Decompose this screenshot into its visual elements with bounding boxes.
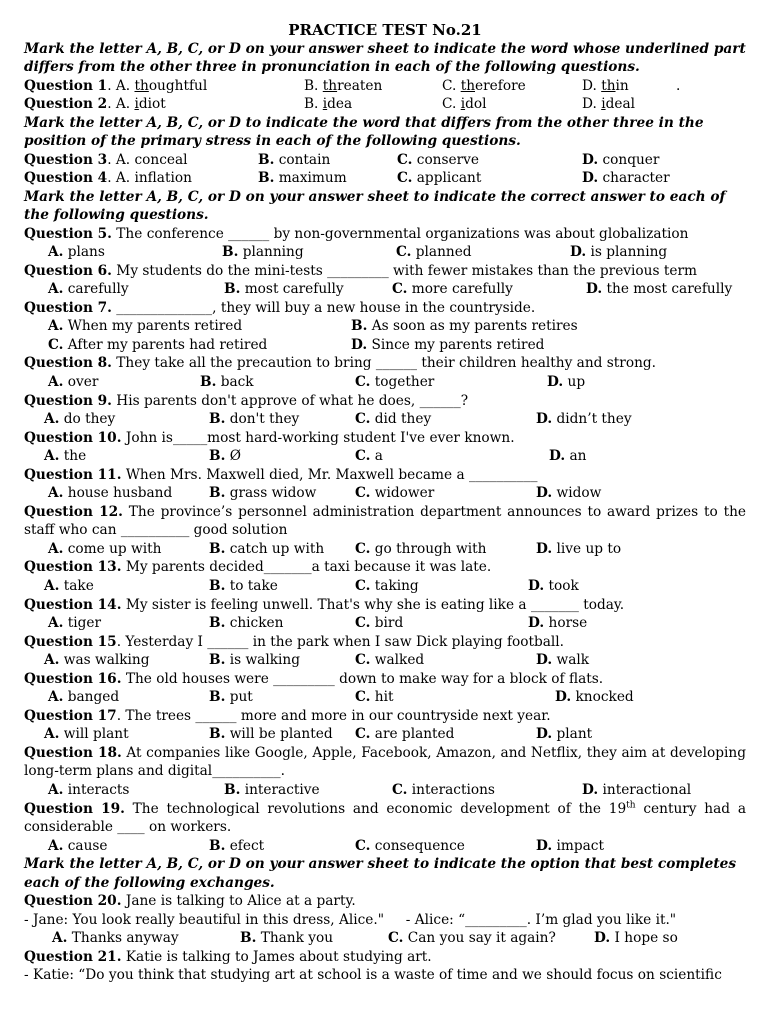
- option-b: B. idea: [304, 96, 353, 113]
- option-b: B. will be planted: [209, 726, 333, 743]
- option-d: D. the most carefully: [586, 281, 733, 298]
- option-d: D. didn’t they: [536, 411, 632, 428]
- instruction-correct-answer: Mark the letter A, B, C, or D on your answer sheet to indicate the correct answer to each of the following questions.: [24, 188, 726, 224]
- question-17-options: [24, 725, 746, 744]
- option-c: C. bird: [355, 615, 404, 632]
- question-20-stem: Question 20. Jane is talking to Alice at a party.: [24, 893, 356, 910]
- question-17-stem: Question 17. The trees ______ more and more in our countryside next year.: [24, 707, 551, 724]
- option-d: D. walk: [536, 652, 590, 669]
- option-b: B. don't they: [209, 411, 300, 428]
- question-label: Question 4: [24, 170, 108, 187]
- option-b: B. is walking: [209, 652, 300, 669]
- option-c: C. conserve: [397, 151, 479, 168]
- option-b: B. back: [200, 374, 254, 390]
- question-20-dialogue: - Jane: You look really beautiful in this dress, Alice." - Alice: “_________. I’m glad you like it.": [24, 911, 677, 928]
- question-14-options: [24, 614, 746, 633]
- question-7-options-ab: [24, 317, 746, 336]
- question-6-stem: Question 6. My students do the mini-tests _________ with fewer mistakes than the previous term: [24, 262, 697, 279]
- question-14-stem: Question 14. My sister is feeling unwell. That's why she is eating like a _______ today.: [24, 596, 625, 613]
- option-b: B. Thank you: [240, 930, 334, 947]
- instruction-pronunciation: Mark the letter A, B, C, or D on your answer sheet to indicate the word whose underlined part differs from the other three in pronunciation in each of the following questions.: [24, 41, 746, 76]
- option-c: C. idol: [442, 96, 487, 113]
- question-15-stem: Question 15. Yesterday I ______ in the park when I saw Dick playing football.: [24, 633, 565, 650]
- option-a: A. was walking: [44, 652, 150, 669]
- option-c: C. taking: [355, 578, 419, 595]
- option-b: B. catch up with: [209, 540, 325, 557]
- question-21-dialogue: - Katie: “Do you think that studying art at school is a waste of time and we should focus on scientific: [24, 967, 722, 984]
- option-c: C. more carefully: [392, 281, 513, 298]
- option-d: D. an: [549, 448, 587, 465]
- option-a: A. When my parents retired: [48, 318, 243, 335]
- option-c: C. are planted: [355, 726, 455, 743]
- option-c: C. hit: [355, 689, 394, 706]
- option-d: D. live up to: [536, 540, 622, 557]
- option-a: A. house husband: [48, 485, 173, 502]
- option-c: C. widower: [355, 485, 435, 502]
- question-11-options: [24, 484, 746, 503]
- question-10-options: [24, 447, 746, 466]
- option-c: C. go through with: [355, 540, 487, 557]
- question-3: [24, 151, 746, 170]
- worksheet: [24, 20, 746, 985]
- question-8-stem: Question 8. They take all the precaution to bring ______ their children healthy and strong.: [24, 355, 656, 372]
- option-d: D. I hope so: [594, 930, 678, 947]
- option-d: D. is planning: [570, 244, 668, 261]
- option-d: D. conquer: [582, 151, 660, 168]
- question-18-stem: Question 18. At companies like Google, Apple, Facebook, Amazon, and Netflix, they aim at developing long-term plans and digital__________.: [24, 744, 746, 780]
- question-5-stem: Question 5. The conference ______ by non-governmental organizations was about globalization: [24, 225, 689, 242]
- option-d: D. up: [547, 374, 586, 390]
- question-16-options: [24, 688, 746, 707]
- question-label: Question 2: [24, 96, 108, 113]
- question-1: [24, 77, 746, 96]
- question-6-options: [24, 280, 746, 299]
- question-12-stem: Question 12. The province’s personnel administration department announces to award prizes to the staff who can __________ good solution: [24, 503, 746, 539]
- option-d: D. Since my parents retired: [351, 336, 545, 353]
- option-b: B. chicken: [209, 615, 284, 632]
- option-c: C. together: [355, 374, 435, 390]
- option-b: B. put: [209, 689, 253, 706]
- option-b: B. efect: [209, 837, 265, 854]
- option-d: D. took: [528, 578, 579, 595]
- question-10-stem: Question 10. John is_____most hard-working student I've ever known.: [24, 429, 515, 446]
- option-a: A. cause: [48, 837, 108, 854]
- question-8-options: [24, 373, 746, 392]
- question-11-stem: Question 11. When Mrs. Maxwell died, Mr. Maxwell became a __________: [24, 466, 538, 483]
- option-c: C. therefore: [442, 77, 526, 94]
- question-label: Question 3: [24, 151, 108, 168]
- option-a: A. carefully: [48, 281, 129, 298]
- option-d: D. interactional: [582, 782, 692, 799]
- option-a: . A. idiot: [107, 96, 166, 113]
- option-a: . A. thoughtful: [107, 77, 208, 94]
- option-b: B. most carefully: [224, 281, 344, 298]
- option-b: B. to take: [209, 578, 278, 595]
- option-b: B. planning: [222, 244, 304, 261]
- option-a: A. will plant: [44, 726, 129, 743]
- option-c: C. a: [355, 448, 383, 465]
- question-20-options: [24, 929, 746, 948]
- option-a: A. over: [48, 374, 99, 390]
- option-c: C. interactions: [392, 782, 495, 799]
- instruction-exchanges: Mark the letter A, B, C, or D on your answer sheet to indicate the option that best completes each of the following exchanges.: [24, 856, 737, 891]
- question-21-stem: Question 21. Katie is talking to James about studying art.: [24, 948, 432, 965]
- question-7-stem: Question 7. ______________, they will buy a new house in the countryside.: [24, 299, 536, 316]
- option-d: D. plant: [536, 726, 593, 743]
- option-a: . A. conceal: [107, 151, 188, 168]
- question-18-options: [24, 781, 746, 800]
- option-d: D. widow: [536, 485, 602, 502]
- question-4: [24, 169, 746, 188]
- question-12-options: [24, 540, 746, 559]
- option-c: C. Can you say it again?: [388, 930, 556, 947]
- question-19-stem: Question 19. The technological revolutions and economic development of the 19th century had a considerable ____ on workers.: [24, 800, 746, 836]
- option-c: C. After my parents had retired: [48, 336, 268, 353]
- option-b: B. interactive: [224, 782, 320, 799]
- option-a: A. Thanks anyway: [52, 930, 179, 947]
- option-d: D. impact: [536, 837, 604, 854]
- option-b: B. contain: [258, 151, 331, 168]
- question-9-options: [24, 410, 746, 429]
- option-c: C. planned: [396, 244, 472, 261]
- option-b: B. As soon as my parents retires: [351, 318, 578, 335]
- instruction-stress: Mark the letter A, B, C, or D to indicate the word that differs from the other three in the position of the primary stress in each of the following questions.: [24, 114, 704, 150]
- option-a: A. plans: [48, 244, 105, 261]
- question-2: [24, 95, 746, 114]
- option-d: D. ideal: [582, 96, 635, 113]
- option-a: . A. inflation: [107, 170, 192, 187]
- question-7-options-cd: [24, 336, 746, 355]
- option-a: A. the: [44, 448, 87, 465]
- question-5-options: [24, 243, 746, 262]
- option-b: B. threaten: [304, 77, 383, 94]
- question-13-stem: Question 13. My parents decided_______a taxi because it was late.: [24, 559, 492, 576]
- option-b: B. Ø: [209, 448, 241, 465]
- option-c: C. walked: [355, 652, 425, 669]
- option-a: A. tiger: [48, 615, 102, 632]
- option-a: A. interacts: [48, 782, 130, 799]
- question-13-options: [24, 577, 746, 596]
- option-b: B. grass widow: [209, 485, 317, 502]
- option-d: D. horse: [528, 615, 588, 632]
- question-15-options: [24, 651, 746, 670]
- question-19-options: [24, 837, 746, 856]
- option-c: C. applicant: [397, 170, 482, 187]
- option-d: D. thin: [582, 77, 629, 94]
- question-label: Question 1: [24, 77, 108, 94]
- option-a: A. banged: [48, 689, 120, 706]
- question-9-stem: Question 9. His parents don't approve of what he does, ______?: [24, 392, 469, 409]
- option-d: D. character: [582, 170, 670, 187]
- option-c: C. did they: [355, 411, 432, 428]
- question-16-stem: Question 16. The old houses were _________ down to make way for a block of flats.: [24, 670, 604, 687]
- option-a: A. come up with: [48, 540, 162, 557]
- stray-dot: .: [676, 77, 681, 94]
- option-b: B. maximum: [258, 170, 347, 187]
- option-c: C. consequence: [355, 837, 465, 854]
- option-a: A. do they: [44, 411, 116, 428]
- option-d: D. knocked: [555, 689, 634, 706]
- page-title: PRACTICE TEST No.21: [288, 21, 482, 39]
- option-a: A. take: [44, 578, 94, 595]
